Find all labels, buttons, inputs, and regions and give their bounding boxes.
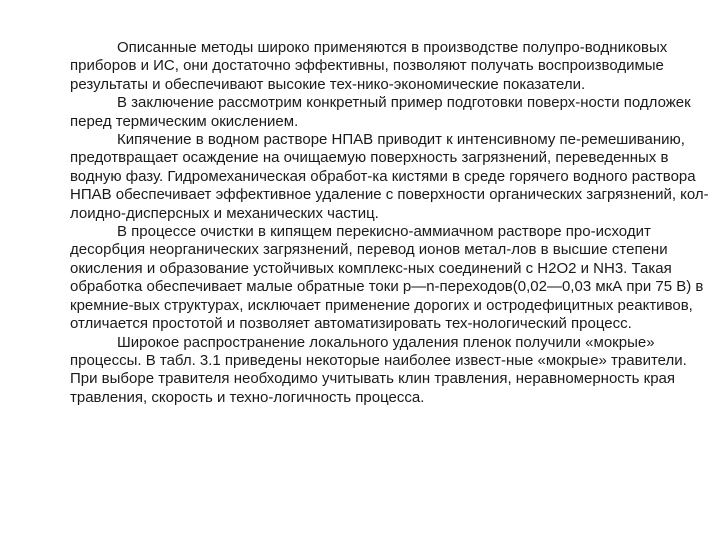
paragraph-conclusion: В заключение рассмотрим конкретный пример подготовки поверх-ности подложек перед термическим окислением. (70, 94, 691, 130)
paragraph-cleaning-process: В процессе очистки в кипящем перекисно-аммиачном растворе про-исходит десорбция неорганических загрязнений, перевод ионов метал-лов в высшие степени окисления и образование устойчивых комплекс-ных соединений с H2O2 и NH3. Такая обработка обеспечивает малые обратные токи p—n-переходов(0,02—0,03 мкА при 75 В) в кремние-вых структурах, исключает применение дорогих и остродефицитных реактивов, отличается простотой и позволяет автоматизировать тех-нологический процесс. (70, 223, 704, 333)
paragraph-boiling: Кипячение в водном растворе НПАВ приводит к интенсивному пе-ремешиванию, предотвращает осаждение на очищаемую поверхность загрязнений, переведенных в водную фазу. Гидромеханическая обработ-ка кистями в среде горячего водного раствора НПАВ обеспечивает эффективное удаление с поверхности органических загрязнений, кол-лоидно-дисперсных и механических частиц. (70, 131, 709, 222)
paragraph-wet-etching: Широкое распространение локального удаления пленок получили «мокрые» процессы. В табл. 3.1 приведены некоторые наиболее извест-ные «мокрые» травители. При выборе травителя необходимо учитывать клин травления, неравномерность края травления, скорость и техно-логичность процесса. (70, 333, 687, 406)
paragraph-methods: Описанные методы широко применяются в производстве полупро-водниковых приборов и ИС, они достаточно эффективны, позволяют получать воспроизводимые результаты и обеспечивают высокие тех-нико-экономические показатели. (70, 39, 668, 93)
body-text (70, 39, 710, 407)
